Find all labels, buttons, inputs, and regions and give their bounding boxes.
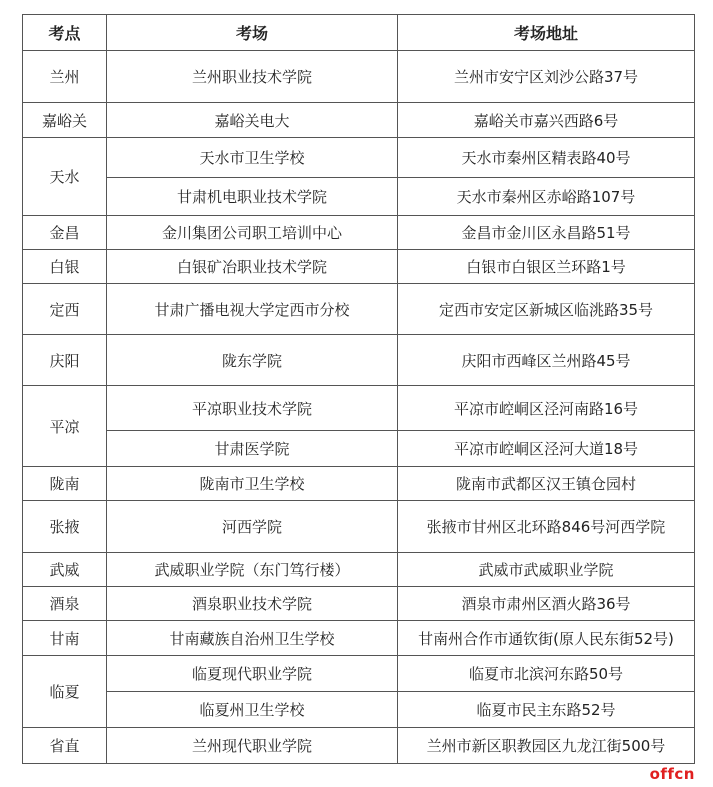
- venue-cell: 武威职业学院（东门笃行楼）: [107, 553, 398, 587]
- table-row: [23, 138, 695, 178]
- site-cell: 平凉: [23, 386, 107, 467]
- site-cell: 临夏: [23, 656, 107, 728]
- offcn-watermark: offcn: [649, 765, 695, 783]
- site-cell: 张掖: [23, 501, 107, 553]
- venue-cell: 河西学院: [107, 501, 398, 553]
- table-row: [23, 728, 695, 764]
- address-cell: 兰州市新区职教园区九龙江街500号: [398, 728, 695, 764]
- venue-cell: 临夏州卫生学校: [107, 692, 398, 728]
- table-row: [23, 656, 695, 692]
- header-site: 考点: [23, 15, 107, 51]
- address-cell: 平凉市崆峒区泾河南路16号: [398, 386, 695, 431]
- table-row: [23, 216, 695, 250]
- site-cell: 武威: [23, 553, 107, 587]
- address-cell: 酒泉市肃州区酒火路36号: [398, 587, 695, 621]
- header-address: 考场地址: [398, 15, 695, 51]
- site-cell: 甘南: [23, 621, 107, 656]
- address-cell: 张掖市甘州区北环路846号河西学院: [398, 501, 695, 553]
- address-cell: 金昌市金川区永昌路51号: [398, 216, 695, 250]
- venue-cell: 酒泉职业技术学院: [107, 587, 398, 621]
- header-venue: 考场: [107, 15, 398, 51]
- address-cell: 临夏市北滨河东路50号: [398, 656, 695, 692]
- table-row: [23, 178, 695, 216]
- venue-cell: 甘南藏族自治州卫生学校: [107, 621, 398, 656]
- table-header: [23, 15, 695, 51]
- venue-cell: 天水市卫生学校: [107, 138, 398, 178]
- site-cell: 陇南: [23, 467, 107, 501]
- venue-cell: 白银矿冶职业技术学院: [107, 250, 398, 284]
- table-row: [23, 621, 695, 656]
- site-cell: 定西: [23, 284, 107, 335]
- venue-cell: 陇东学院: [107, 335, 398, 386]
- address-cell: 庆阳市西峰区兰州路45号: [398, 335, 695, 386]
- address-cell: 陇南市武都区汉王镇仓园村: [398, 467, 695, 501]
- table-row: [23, 335, 695, 386]
- table-row: [23, 587, 695, 621]
- site-cell: 嘉峪关: [23, 103, 107, 138]
- table-row: [23, 250, 695, 284]
- table-row: [23, 553, 695, 587]
- address-cell: 天水市秦州区赤峪路107号: [398, 178, 695, 216]
- venue-cell: 金川集团公司职工培训中心: [107, 216, 398, 250]
- address-cell: 白银市白银区兰环路1号: [398, 250, 695, 284]
- address-cell: 临夏市民主东路52号: [398, 692, 695, 728]
- venue-cell: 兰州职业技术学院: [107, 51, 398, 103]
- venue-cell: 嘉峪关电大: [107, 103, 398, 138]
- exam-site-table: [22, 14, 695, 764]
- venue-cell: 甘肃医学院: [107, 431, 398, 467]
- site-cell: 白银: [23, 250, 107, 284]
- site-cell: 兰州: [23, 51, 107, 103]
- header-row: [23, 15, 695, 51]
- site-cell: 金昌: [23, 216, 107, 250]
- table-row: [23, 51, 695, 103]
- table-body: [23, 51, 695, 764]
- address-cell: 天水市秦州区精表路40号: [398, 138, 695, 178]
- address-cell: 定西市安定区新城区临洮路35号: [398, 284, 695, 335]
- site-cell: 天水: [23, 138, 107, 216]
- table-row: [23, 284, 695, 335]
- venue-cell: 陇南市卫生学校: [107, 467, 398, 501]
- address-cell: 嘉峪关市嘉兴西路6号: [398, 103, 695, 138]
- table-row: [23, 501, 695, 553]
- venue-cell: 平凉职业技术学院: [107, 386, 398, 431]
- table-row: [23, 467, 695, 501]
- venue-cell: 临夏现代职业学院: [107, 656, 398, 692]
- address-cell: 兰州市安宁区刘沙公路37号: [398, 51, 695, 103]
- address-cell: 武威市武威职业学院: [398, 553, 695, 587]
- table-row: [23, 103, 695, 138]
- address-cell: 甘南州合作市通钦街(原人民东街52号): [398, 621, 695, 656]
- site-cell: 酒泉: [23, 587, 107, 621]
- venue-cell: 甘肃机电职业技术学院: [107, 178, 398, 216]
- table-row: [23, 692, 695, 728]
- table-row: [23, 431, 695, 467]
- table-row: [23, 386, 695, 431]
- site-cell: 省直: [23, 728, 107, 764]
- venue-cell: 甘肃广播电视大学定西市分校: [107, 284, 398, 335]
- venue-cell: 兰州现代职业学院: [107, 728, 398, 764]
- address-cell: 平凉市崆峒区泾河大道18号: [398, 431, 695, 467]
- site-cell: 庆阳: [23, 335, 107, 386]
